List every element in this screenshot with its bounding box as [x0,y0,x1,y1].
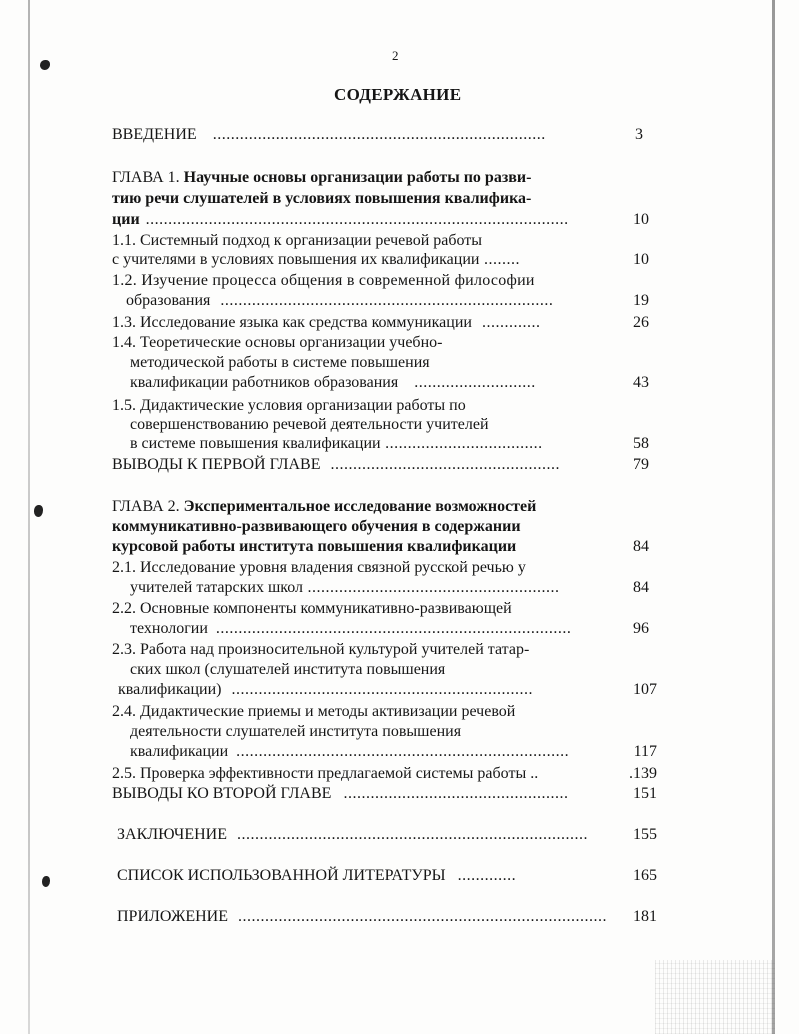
chapter-heading-cont: тию речи слушателей в условиях повышения квалифика- [112,190,532,207]
toc-entry-cont: образования .......................................................................... [126,292,554,309]
chapter-heading-cont: курсовой работы института повышения квалификации [112,538,517,555]
toc-entry-cont: с учителями в условиях повышения их квалификации ........ [112,251,520,268]
toc-page: 151 [633,785,657,802]
toc-page: 181 [633,908,657,925]
toc-page: 19 [633,292,649,309]
chapter-heading: ГЛАВА 1. Научные основы организации работы по разви- [112,169,532,186]
page-number: 2 [392,48,399,63]
toc-page: 79 [633,456,649,473]
toc-page: 26 [633,314,649,331]
toc-entry-conclusions-1: ВЫВОДЫ К ПЕРВОЙ ГЛАВЕ ................................................... [112,456,560,473]
toc-entry: 1.2. Изучение процесса общения в современной философии [112,272,535,289]
toc-page: 96 [633,620,649,637]
toc-entry-intro: ВВЕДЕНИЕ .......................................................................... [112,126,546,143]
toc-page: 84 [633,579,649,596]
toc-entry-references: СПИСОК ИСПОЛЬЗОВАННОЙ ЛИТЕРАТУРЫ ............. [117,867,517,884]
scan-blot [42,876,50,887]
toc-entry: 1.4. Теоретические основы организации учебно- [112,334,443,351]
toc-entry-conclusions-2: ВЫВОДЫ КО ВТОРОЙ ГЛАВЕ .................................................. [112,785,569,802]
toc-entry-cont: квалификации) ................................................................... [118,681,533,698]
toc-entry: 2.3. Работа над произносительной культурой учителей татар- [112,641,530,658]
toc-page: 107 [633,681,657,698]
toc-entry-cont: деятельности слушателей института повышения [130,723,462,740]
toc-entry-cont: учителей татарских школ ........................................................ [130,579,560,596]
chapter-heading-cont: коммуникативно-развивающего обучения в содержании [112,518,521,535]
toc-page: 43 [633,374,649,391]
toc-entry: 1.3. Исследование языка как средства коммуникации ............. [112,314,541,331]
toc-entry-conclusion: ЗАКЛЮЧЕНИЕ .............................................................................. [117,826,588,843]
toc-entry: 1.5. Дидактические условия организации работы по [112,397,466,414]
scan-noise [655,960,775,1034]
toc-page: 10 [633,211,649,228]
toc-entry: 2.2. Основные компоненты коммуникативно-развивающей [112,600,512,617]
toc-page: .139 [629,765,657,782]
toc-page: 3 [635,126,643,143]
toc-entry-cont: методической работы в системе повышения [130,354,430,371]
scan-edge-right [772,0,775,1034]
toc-entry-cont: технологии ............................................................................... [130,620,572,637]
toc-entry: 1.1. Системный подход к организации речевой работы [112,232,483,249]
toc-entry-cont: в системе повышения квалификации ................................... [130,435,543,452]
toc-page: 155 [633,826,657,843]
toc-entry-cont: квалификации .......................................................................... [130,743,570,760]
toc-page: 165 [633,867,657,884]
toc-entry: 2.1. Исследование уровня владения связной русской речью у [112,559,526,576]
chapter-heading: ГЛАВА 2. Экспериментальное исследование возможностей [112,498,537,515]
toc-entry-cont: квалификации работников образования ........................... [130,374,536,391]
toc-page: 58 [633,435,649,452]
scan-blot [40,60,50,70]
toc-page: 117 [633,743,657,760]
toc-label: ВВЕДЕНИЕ [112,126,197,143]
toc-page: 84 [633,538,649,555]
toc-entry: 2.5. Проверка эффективности предлагаемой системы работы .. [112,765,539,782]
scan-blot [34,505,43,517]
toc-entry: 2.4. Дидактические приемы и методы активизации речевой [112,703,516,720]
page-title: СОДЕРЖАНИЕ [334,85,462,104]
toc-page: 10 [633,251,649,268]
scan-edge-left [28,0,30,1034]
chapter-heading-cont: ции .............................................................................................. [112,211,569,228]
toc-entry-appendix: ПРИЛОЖЕНИЕ .................................................................................. [117,908,608,925]
toc-entry-cont: совершенствованию речевой деятельности учителей [130,416,489,433]
toc-entry-cont: ских школ (слушателей института повышения [130,661,446,678]
